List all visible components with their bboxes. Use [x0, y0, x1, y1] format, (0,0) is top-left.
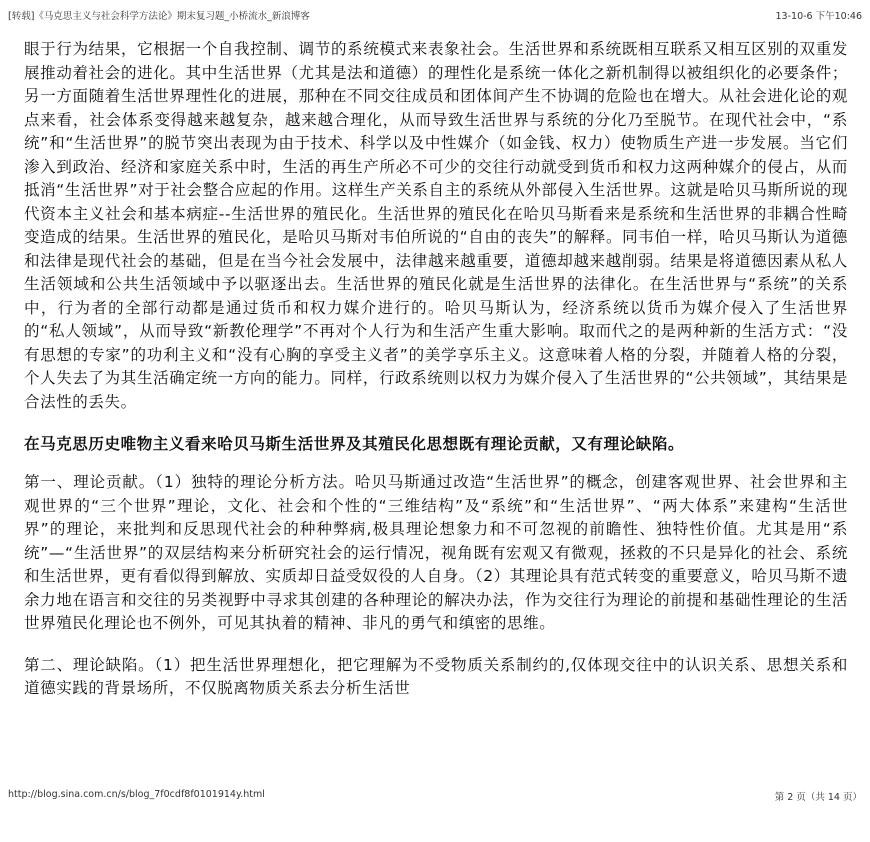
print-timestamp: 13-10-6 下午10:46	[775, 11, 862, 22]
paragraph-colonization: 眼于行为结果，它根据一个自我控制、调节的系统模式来表象社会。生活世界和系统既相互联系又相互区别的双重发展推动着社会的进化。其中生活世界（尤其是法和道德）的理性化是系统一体化之新机制得以被组织化的必要条件；另一方面随着生活世界理性化的进展，那种在不同交往成员和团体间产生不协调的危险也在增大。从社会进化论的观点来看，社会体系变得越来越复杂，越来越合理化，从而导致生活世界与系统的分化乃至脱节。在现代社会中，“系统”和“生活世界”的脱节突出表现为由于技术、科学以及中性媒介（如金钱、权力）使物质生产进一步发展。当它们渗入到政治、经济和家庭关系中时，生活的再生产所必不可少的交往行动就受到货币和权力这两种媒介的侵占，从而抵消“生活世界”对于社会整合应起的作用。这样生产关系自主的系统从外部侵入生活世界。这就是哈贝马斯所说的现代资本主义社会和基本病症--生活世界的殖民化。生活世界的殖民化在哈贝马斯看来是系统和生活世界的非耦合性畸变造成的结果。生活世界的殖民化，是哈贝马斯对韦伯所说的“自由的丧失”的解释。同韦伯一样，哈贝马斯认为道德和法律是现代社会的基础，但是在当今社会发展中，法律越来越重要，道德却越来越削弱。结果是将道德因素从私人生活领域和公共生活领域中予以驱逐出去。生活世界的殖民化就是生活世界的法律化。在生活世界与“系统”的关系中，行为者的全部行动都是通过货币和权力媒介进行的。哈贝马斯认为，经济系统以货币为媒介侵入了生活世界的“私人领域”，从而导致“新教伦理学”不再对个人行为和生活产生重大影响。取而代之的是两种新的生活方式：“没有思想的专家”的功利主义和“没有心胸的享受主义者”的美学享乐主义。这意味着人格的分裂，并随着人格的分裂，个人失去了为其生活确定统一方向的能力。同样，行政系统则以权力为媒介侵入了生活世界的“公共领域”，其结果是合法性的丢失。	[24, 40, 848, 411]
page-number: 第 2 页（共 14 页）	[774, 792, 862, 803]
section-heading: 在马克思历史唯物主义看来哈贝马斯生活世界及其殖民化思想既有理论贡献，又有理论缺陷。	[24, 435, 685, 453]
paragraph-defects: 第二、理论缺陷。（1）把生活世界理想化，把它理解为不受物质关系制约的,仅体现交往中的认识关系、思想关系和道德实践的背景场所，不仅脱离物质关系去分析生活世	[24, 655, 848, 697]
source-url[interactable]: http://blog.sina.com.cn/s/blog_7f0cdf8f0101914y.html	[8, 789, 265, 800]
page-header	[8, 8, 862, 26]
document-title: [转载]《马克思主义与社会科学方法论》期末复习题_小桥流水_新浪博客	[8, 11, 310, 22]
paragraph-contributions: 第一、理论贡献。（1）独特的理论分析方法。哈贝马斯通过改造“生活世界”的概念，创建客观世界、社会世界和主观世界的“三个世界”理论，文化、社会和个性的“三维结构”及“系统”和“生活世界”、“两大体系”来建构“生活世界”的理论，来批判和反思现代社会的种种弊病,极具理论想象力和不可忽视的前瞻性、独特性价值。尤其是用“系统”—“生活世界”的双层结构来分析研究社会的运行情况，视角既有宏观又有微观，拯救的不只是异化的社会、系统和生活世界，更有看似得到解放、实质却日益受奴役的人自身。（2）其理论具有范式转变的重要意义，哈贝马斯不遗余力地在语言和交往的另类视野中寻求其创建的各种理论的解决办法，作为交往行为理论的前提和基础性理论的生活世界殖民化理论也不例外，可见其执着的精神、非凡的勇气和缜密的思维。	[24, 473, 848, 632]
article-body	[24, 38, 848, 701]
page-footer	[8, 789, 862, 803]
